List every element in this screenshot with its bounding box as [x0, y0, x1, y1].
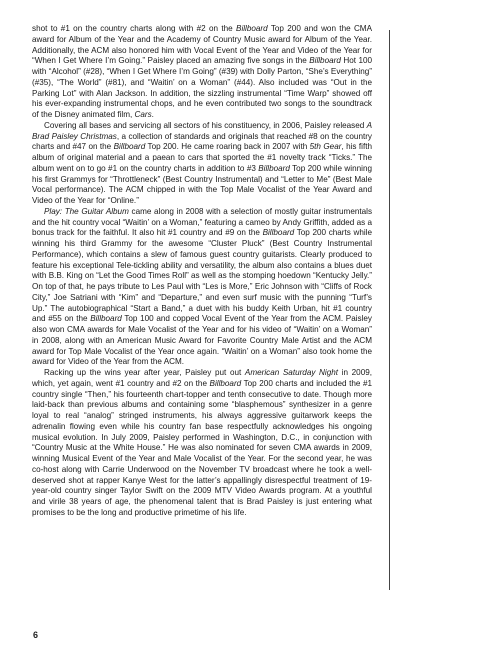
- italic-title: Billboard: [236, 24, 268, 33]
- italic-title: American Saturday Night: [244, 368, 339, 377]
- italic-title: Billboard: [262, 228, 295, 238]
- italic-title: Billboard: [90, 314, 122, 324]
- italic-title: Billboard: [113, 142, 146, 152]
- body-paragraph: Racking up the wins year after year, Paisley put out American Saturday Night in 2009, which, yet again, went #1 country and #2 on the Billboard Top 200 charts and included the #1 country single “Then,” his fourteenth chart-topper and tenth consecutive to date. Though more laid-back than previous albums and containing some “blasphemous” synthesizer in a genre loyal to real “analog” stringed instruments, his always aggressive guitarwork keeps the adrenalin flowing even while his country fan base respectfully acknowledges his ongoing musical evolution. In July 2009, Paisley performed in Washington, D.C., in conjunction with “Country Music at the White House.” He was also nominated for seven CMA awards in 2009, winning Musical Event of the Year and Male Vocalist of the Year. For the second year, he was co-host along with Carrie Underwood on the November TV broadcast where he took a well-deserved shot at rapper Kanye West for the latter’s appallingly disrespectful treatment of 19-year-old country singer Taylor Swift on the 2009 MTV Video Awards program. At a youthful and virile 38 years of age, the phenomenal talent that is Brad Paisley is just entering what promises to be the long and productive primetime of his life.: [32, 368, 372, 517]
- italic-title: 5th Gear: [309, 142, 342, 152]
- body-paragraph: shot to #1 on the country charts along with #2 on the Billboard Top 200 and won the CMA award for Album of the Year and the Academy of Country Music award for Album of the Year. Additionally, the ACM also honored him with Vocal Event of the Year and Video of the Year for “When I Get Where I’m Going.” Paisley placed an amazing five songs in the Billboard Hot 100 with “Alcohol” (#28), “When I Get Where I’m Going” (#39) with Dolly Parton, “She’s Everything” (#35), “The World” (#81), and “Waitin’ on a Woman” (#44). Also included was “Out in the Parking Lot” with Alan Jackson. In addition, the sizzling instrumental “Time Warp” showed off his ever-expanding instrumental chops, and he even contributed two songs to the soundtrack of the Disney animated film, Cars.: [32, 24, 372, 119]
- italic-title: A Brad Paisley Christmas: [32, 120, 372, 141]
- italic-title: Cars: [134, 110, 152, 119]
- body-paragraph: Covering all bases and servicing all sectors of his constituency, in 2006, Paisley released A Brad Paisley Christmas, a collection of standards and originals that reached #8 on the country charts and #47 on the Billboard Top 200. He came roaring back in 2007 with 5th Gear, his fifth album of original material and a paean to cars that sported the #1 novelty track “Ticks.” The album went on to go #1 on the country charts in addition to #3 Billboard Top 200 while winning his first Grammys for “Throttleneck” (Best Country Instrumental) and “Letter to Me” (Best Male Vocal performance). The ACM chipped in with the Top Male Vocalist of the Year Award and Video of the Year for “Online.”: [32, 120, 372, 205]
- italic-title: Billboard: [209, 378, 242, 388]
- italic-title: Billboard: [258, 163, 290, 173]
- italic-title: Billboard: [309, 56, 341, 66]
- page-number: 6: [33, 630, 39, 640]
- italic-title: Play: The Guitar Album: [44, 206, 129, 216]
- body-paragraph: Play: The Guitar Album came along in 2008 with a selection of mostly guitar instrumentals and the hit country vocal “Waitin’ on a Woman,” featuring a cameo by Andy Griffith, added as a bonus track for the faithful. It also hit #1 country and #9 on the Billboard Top 200 charts while winning his third Grammy for the awesome “Cluster Pluck” (Best Country Instrumental Performance), which contains a slew of famous guest country guitarists. Clearly produced to feature his exceptional Tele-tickling ability and versatility, the album also contains a blues duet with B.B. King on “Let the Good Times Roll” as well as the stomping hoedown “Kentucky Jelly.” On top of that, he pays tribute to Les Paul with “Les is More,” Eric Johnson with “Cliffs of Rock City,” Joe Satriani with “Kim” and “Departure,” and even surf music with the punning “Turf’s Up.” The autobiographical “Start a Band,” a duet with his buddy Keith Urban, hit #1 country and #55 on the Billboard Top 100 and copped Vocal Event of the Year from the ACM. Paisley also won CMA awards for Male Vocalist of the Year and for his video of “Waitin’ on a Woman” in 2008, along with an American Music Award for Favorite Country Male Artist and the ACM award for Top Male Vocalist of the Year once again. “Waitin’ on a Woman” also took home the award for Video of the Year from the ACM.: [32, 206, 373, 367]
- vertical-rule: [389, 30, 390, 590]
- body-text-column: [32, 24, 372, 519]
